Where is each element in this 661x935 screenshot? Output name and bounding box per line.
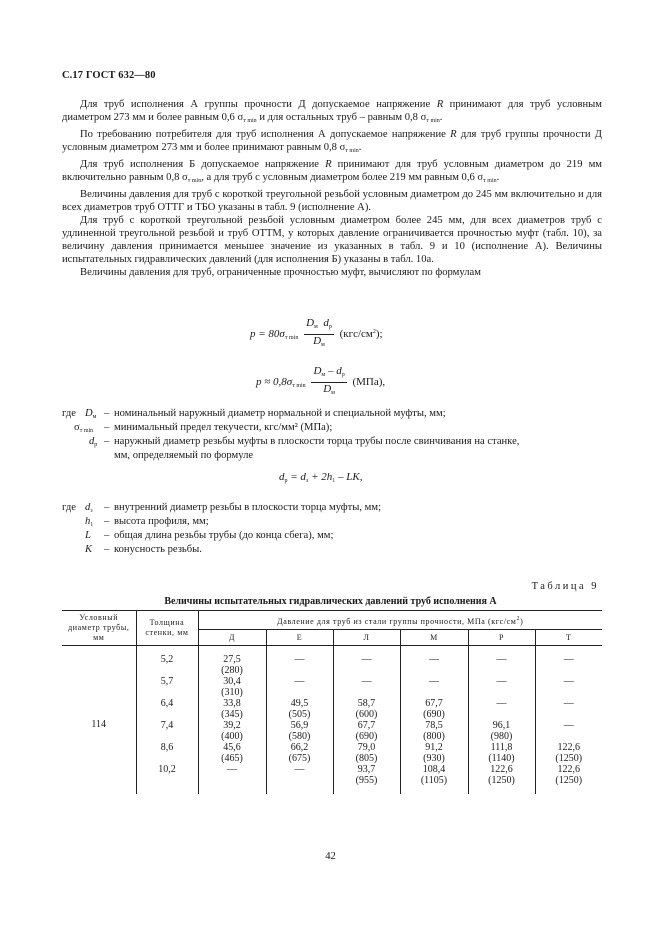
definitions-list-2: [62, 501, 607, 557]
cell-value: 49,5 (505): [266, 698, 333, 720]
header-grade: Р: [468, 630, 535, 646]
body-text: [62, 98, 602, 279]
cell-wall: 8,6: [136, 742, 198, 764]
definition-row: где $d_з$ – внутренний диаметр резьбы в плоскости торца муфты, мм;: [62, 502, 382, 514]
cell-wall: 5,7: [136, 676, 198, 698]
cell-value: 27,5 (280): [198, 646, 266, 677]
cell-value: —: [468, 698, 535, 720]
cell-value: —: [535, 646, 602, 677]
cell-value: 45,6 (465): [198, 742, 266, 764]
header-pressure: Давление для труб из стали группы прочности, МПа $(кгс/см^2)$: [198, 611, 602, 630]
table-row: [62, 698, 602, 720]
cell-value: —: [333, 646, 400, 677]
cell-value: 33,8 (345): [198, 698, 266, 720]
cell-value: —: [266, 764, 333, 794]
cell-value: —: [266, 646, 333, 677]
paragraph-1: Для труб исполнения А группы прочности Д допускаемое напряжение R принимают для труб условным диаметром 273 мм и более равным 0,6 $\sigma_{т min}$ и для остальных труб – равным 0,8 $\sigma_{т min}$.: [62, 99, 602, 124]
cell-value: 78,5 (800): [400, 720, 468, 742]
table-row: [62, 676, 602, 698]
cell-value: —: [468, 676, 535, 698]
paragraph-4: Величины давления для труб с короткой треугольной резьбой условным диаметром до 245 мм включительно и для всех диаметров труб ОТТГ и ТБО указаны в табл. 9 (исполнение А).: [62, 189, 602, 213]
header-grade: Т: [535, 630, 602, 646]
cell-value: 93,7 (955): [333, 764, 400, 794]
cell-value: 96,1 (980): [468, 720, 535, 742]
cell-value: 58,7 (600): [333, 698, 400, 720]
page-header: С.17 ГОСТ 632—80: [62, 70, 156, 81]
definitions-list-1: [62, 407, 607, 463]
paragraph-2: По требованию потребителя для труб исполнения А допускаемое напряжение R для труб группы прочности Д условным диаметром 273 мм и более принимают равным 0,8 $\sigma_{т min}$.: [62, 129, 602, 154]
header-wall: Толщина стенки, мм: [136, 611, 198, 646]
formula-thread-diameter: $d_р = d_з + 2h_1$ – LK,: [279, 471, 363, 484]
cell-value: —: [535, 676, 602, 698]
formula-pressure-kgf: $p = 80\sigma_{т min}$ $\frac{D_м d_р}{D_м}$ $(кгс/см^2)$;: [250, 317, 383, 352]
cell-value: —: [400, 676, 468, 698]
cell-value: 79,0 (805): [333, 742, 400, 764]
definition-row: $h_1$ – высота профиля, мм;: [85, 516, 209, 528]
cell-value: 67,7 (690): [333, 720, 400, 742]
cell-value: 91,2 (930): [400, 742, 468, 764]
cell-value: 30,4 (310): [198, 676, 266, 698]
cell-value: —: [266, 676, 333, 698]
cell-value: 56,9 (580): [266, 720, 333, 742]
table-label: Таблица 9: [531, 581, 599, 592]
definition-row: где $D_м$ – номинальный наружный диаметр нормальной и специальной муфты, мм;: [62, 408, 446, 420]
header-diameter: Условный диаметр трубы, мм: [62, 611, 136, 646]
paragraph-3: Для труб исполнения Б допускаемое напряжение R принимают для труб условным диаметром до 219 мм включительно равным 0,8 $\sigma_{т min}$, а для труб с условным диаметром более 219 мм равным 0,6 $\sigma_{т min}$.: [62, 159, 602, 184]
cell-value: 122,6 (1250): [535, 742, 602, 764]
definition-row: $d_р$ – наружный диаметр резьбы муфты в плоскости торца трубы после свинчивания на станке,: [89, 436, 520, 448]
cell-wall: 10,2: [136, 764, 198, 794]
cell-value: 111,8 (1140): [468, 742, 535, 764]
table-row: [62, 742, 602, 764]
table-row: [62, 764, 602, 794]
cell-value: —: [333, 676, 400, 698]
paragraph-6: Величины давления для труб, ограниченные прочностью муфт, вычисляют по формулам: [80, 267, 481, 278]
cell-value: —: [198, 764, 266, 794]
table-row: [62, 720, 602, 742]
pressure-table: [62, 610, 602, 794]
cell-diameter: 114: [91, 718, 107, 730]
header-grade: М: [400, 630, 468, 646]
cell-wall: 7,4: [136, 720, 198, 742]
table-title: Величины испытательных гидравлических давлений труб исполнения А: [164, 596, 497, 607]
cell-wall: 6,4: [136, 698, 198, 720]
cell-value: 122,6 (1250): [468, 764, 535, 794]
cell-value: 39,2 (400): [198, 720, 266, 742]
cell-value: —: [468, 646, 535, 677]
formula-pressure-mpa: $p \approx 0,8\sigma_{т min}$ $\frac{D_м - d_р}{D_м}$ (МПа),: [256, 365, 385, 400]
cell-value: 122,6 (1250): [535, 764, 602, 794]
header-grade: Л: [333, 630, 400, 646]
formula-fraction: $\frac{D_м - d_р}{D_м}$: [313, 365, 345, 396]
formula-fraction: $\frac{D_м d_р}{D_м}$: [306, 317, 332, 348]
header-grade: Д: [198, 630, 266, 646]
cell-value: 66,2 (675): [266, 742, 333, 764]
cell-value: —: [535, 720, 602, 742]
header-grade: Е: [266, 630, 333, 646]
definition-row: L – общая длина резьбы трубы (до конца сбега), мм;: [85, 530, 334, 541]
cell-value: —: [535, 698, 602, 720]
cell-value: —: [400, 646, 468, 677]
table-row: [62, 646, 602, 677]
definition-row: K – конусность резьбы.: [85, 544, 202, 555]
definition-row: мм, определяемый по формуле: [114, 450, 254, 461]
cell-value: 67,7 (690): [400, 698, 468, 720]
cell-wall: 5,2: [136, 646, 198, 677]
cell-value: 108,4 (1105): [400, 764, 468, 794]
paragraph-5: Для труб с короткой треугольной резьбой условным диаметром более 245 мм, для всех диаметров труб с удлиненной треугольной резьбой и труб ОТТМ, у которых давление ограничивается прочностью муфт (табл. 10), за величину давления принимается меньшее значение из указанных в табл. 9 и 10 (исполнение А). Величины испытательных гидравлических давлений (для исполнения Б) указаны в табл. 10а.: [62, 215, 602, 265]
definition-row: $\sigma_{т min}$ – минимальный предел текучести, кгс/мм² (МПа);: [74, 422, 333, 434]
page-number: 42: [325, 851, 336, 862]
